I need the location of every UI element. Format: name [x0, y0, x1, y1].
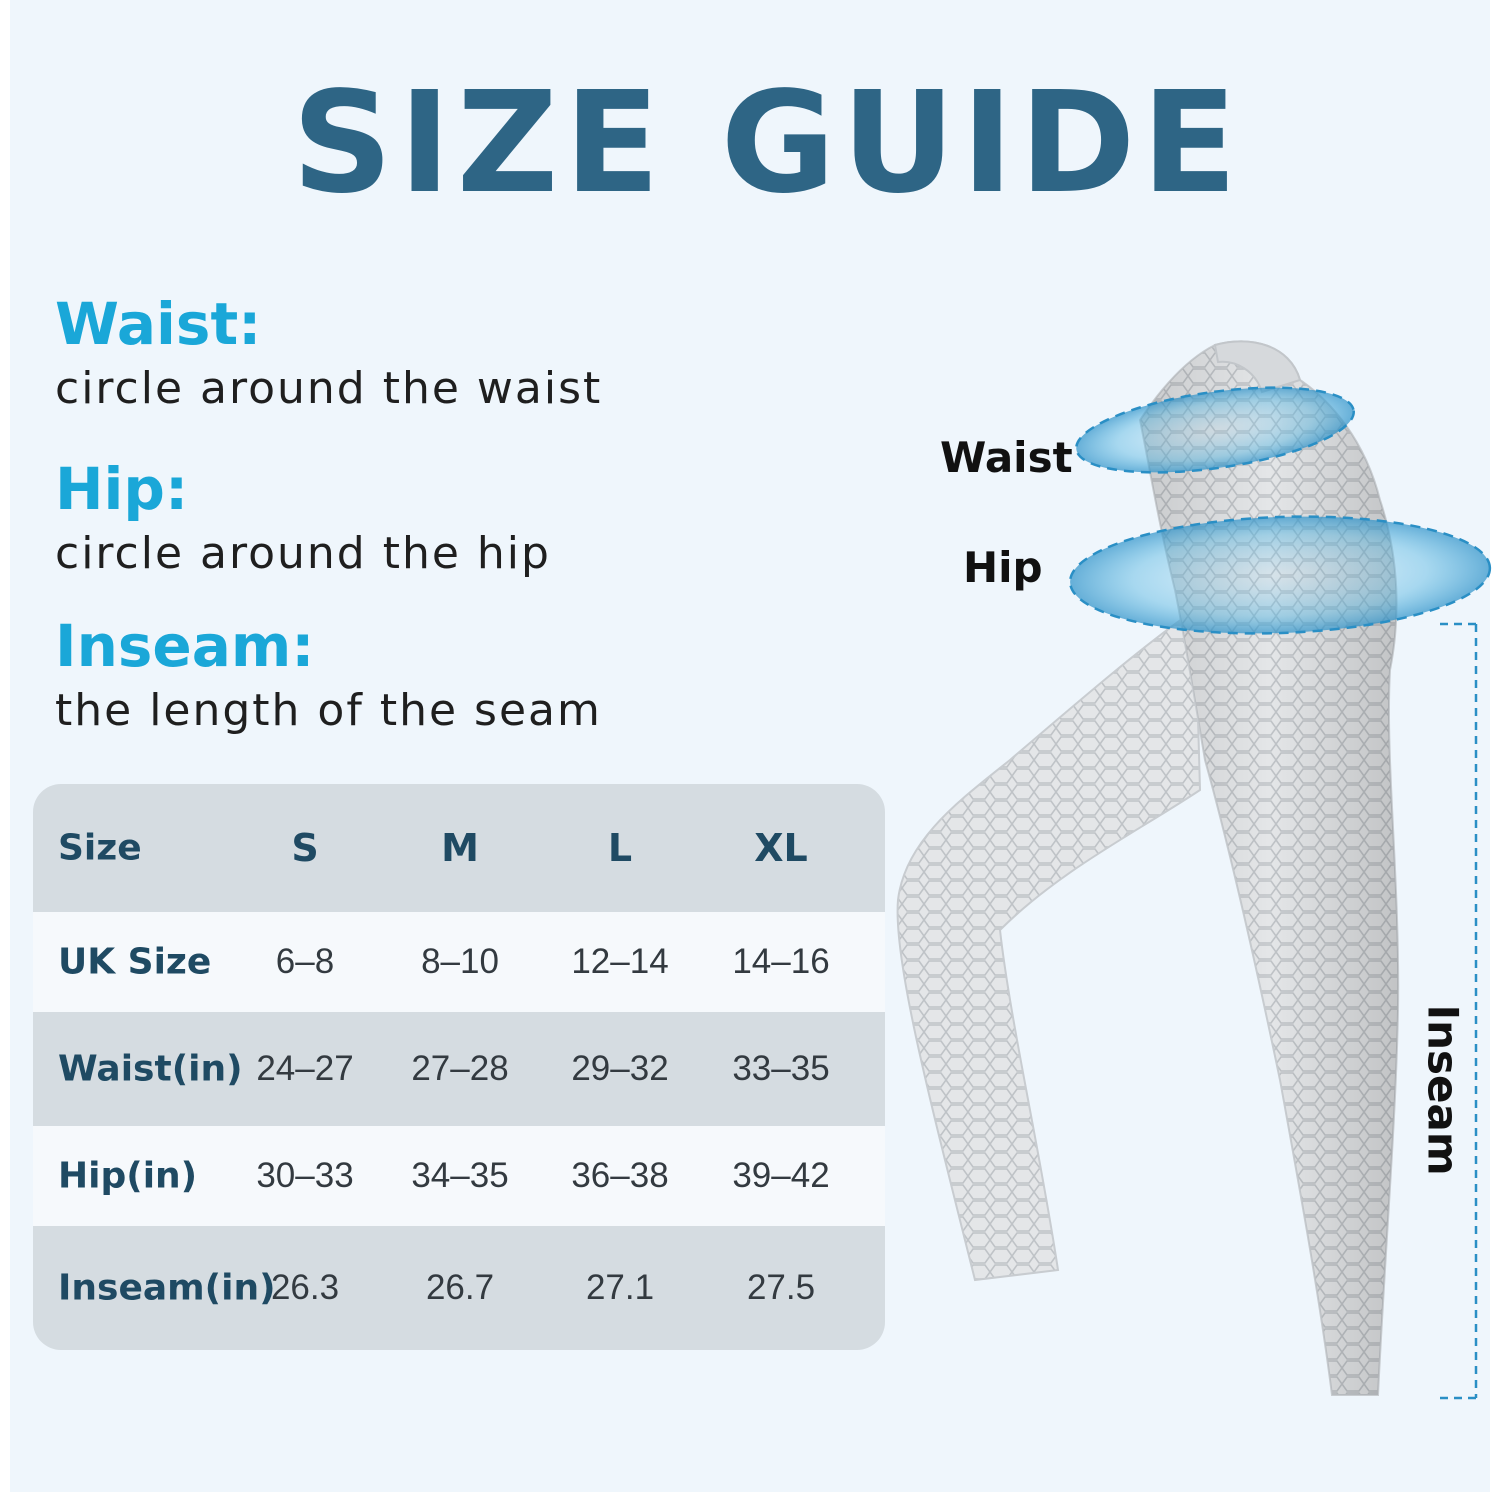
table-cell: 27–28 [411, 1049, 509, 1088]
definition-inseam [55, 612, 602, 736]
inseam-figure-label: Inseam [1418, 1004, 1468, 1176]
table-cell: 34–35 [411, 1156, 509, 1195]
table-cell: 27.1 [585, 1268, 655, 1307]
table-header-row [33, 784, 885, 912]
definition-hip [55, 455, 551, 579]
page-title: SIZE GUIDE [291, 62, 1244, 225]
table-row [33, 912, 885, 1012]
definition-label: Hip: [55, 455, 189, 523]
table-cell: 30–33 [256, 1156, 354, 1195]
leggings-shape [898, 341, 1399, 1395]
table-row [33, 1226, 885, 1350]
table-cell: 29–32 [571, 1049, 669, 1088]
table-cell: 36–38 [571, 1156, 669, 1195]
definition-label: Waist: [55, 290, 262, 358]
header-label: Size [58, 827, 142, 869]
definition-description: circle around the hip [55, 528, 551, 579]
column-header: L [607, 826, 633, 870]
row-label: UK Size [58, 941, 212, 983]
table-row [33, 1126, 885, 1226]
definition-label: Inseam: [55, 612, 315, 680]
size-table [33, 784, 885, 1350]
column-header: XL [754, 826, 808, 870]
table-row [33, 1012, 885, 1126]
leggings-illustration [880, 320, 1500, 1430]
table-cell: 8–10 [421, 942, 499, 981]
table-cell: 39–42 [732, 1156, 830, 1195]
table-cell: 27.5 [746, 1268, 816, 1307]
hip-measure-ring [1068, 510, 1492, 641]
table-cell: 26.3 [270, 1268, 340, 1307]
definition-description: the length of the seam [55, 685, 602, 736]
table-cell: 6–8 [275, 942, 335, 981]
hip-figure-label: Hip [963, 543, 1043, 592]
table-cell: 26.7 [425, 1268, 495, 1307]
table-cell: 24–27 [256, 1049, 354, 1088]
definition-waist [55, 290, 603, 414]
table-cell: 14–16 [732, 942, 830, 981]
row-label: Waist(in) [58, 1048, 243, 1090]
row-label: Hip(in) [58, 1155, 198, 1197]
column-header: S [291, 826, 319, 870]
waist-figure-label: Waist [940, 433, 1073, 482]
definition-description: circle around the waist [55, 363, 603, 414]
row-label: Inseam(in) [58, 1267, 276, 1309]
table-cell: 33–35 [732, 1049, 830, 1088]
column-header: M [441, 826, 479, 870]
table-cell: 12–14 [571, 942, 669, 981]
